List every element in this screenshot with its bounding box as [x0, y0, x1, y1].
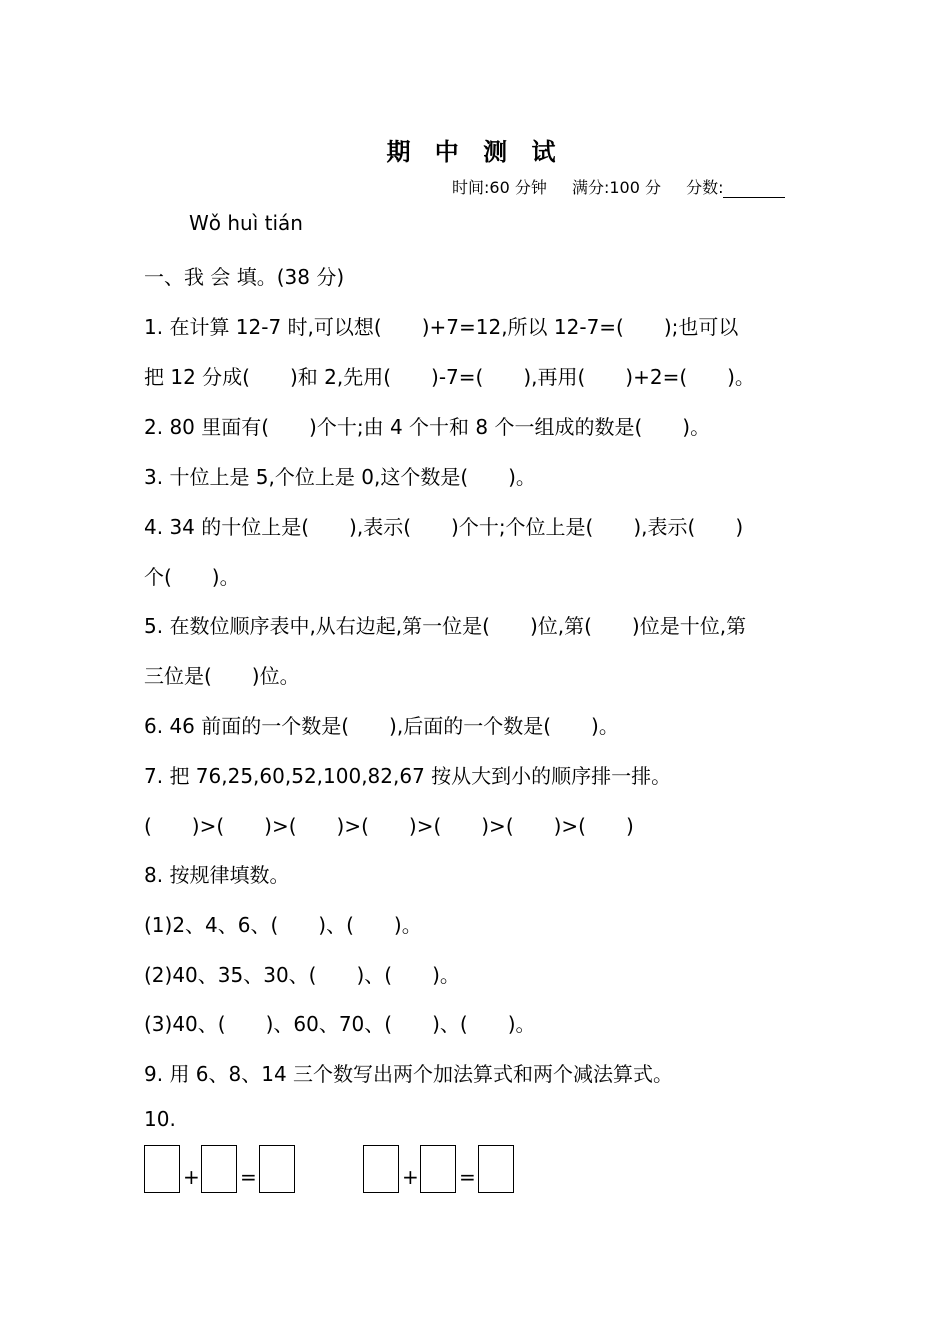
question-line: 个( )。	[144, 565, 240, 589]
section-heading: 一、我 会 填。(38 分)	[144, 265, 345, 289]
full-score: 满分:100 分	[571, 178, 661, 197]
plus-sign: +	[402, 1165, 419, 1189]
equals-sign: =	[459, 1165, 476, 1189]
time-limit: 时间:60 分钟	[452, 178, 547, 197]
question-line: (1)2、4、6、( )、( )。	[144, 913, 422, 937]
equation-row	[144, 1145, 524, 1193]
question-line: 2. 80 里面有( )个十;由 4 个十和 8 个一组成的数是( )。	[144, 415, 711, 439]
question-line: 9. 用 6、8、14 三个数写出两个加法算式和两个减法算式。	[144, 1062, 674, 1086]
answer-box[interactable]	[201, 1145, 237, 1193]
answer-box[interactable]	[478, 1145, 514, 1193]
question-line: 3. 十位上是 5,个位上是 0,这个数是( )。	[144, 465, 536, 489]
plus-sign: +	[183, 1165, 200, 1189]
page-title: 期 中 测 试	[386, 137, 564, 166]
answer-box[interactable]	[144, 1145, 180, 1193]
question-line: 把 12 分成( )和 2,先用( )-7=( ),再用( )+2=( )。	[144, 365, 755, 389]
score-blank[interactable]	[723, 183, 785, 198]
question-line: 6. 46 前面的一个数是( ),后面的一个数是( )。	[144, 714, 619, 738]
question-line: (2)40、35、30、( )、( )。	[144, 963, 460, 987]
question-line: 7. 把 76,25,60,52,100,82,67 按从大到小的顺序排一排。	[144, 764, 672, 788]
equals-sign: =	[240, 1165, 257, 1189]
question-line: 5. 在数位顺序表中,从右边起,第一位是( )位,第( )位是十位,第	[144, 614, 747, 638]
question-line: 10.	[144, 1107, 176, 1131]
answer-box[interactable]	[259, 1145, 295, 1193]
answer-box[interactable]	[420, 1145, 456, 1193]
exam-meta	[452, 175, 805, 198]
score-label: 分数:	[686, 178, 724, 197]
section-pinyin: Wǒ huì tián	[189, 211, 303, 235]
question-line: 4. 34 的十位上是( ),表示( )个十;个位上是( ),表示( )	[144, 515, 744, 539]
question-line: 1. 在计算 12-7 时,可以想( )+7=12,所以 12-7=( );也可以	[144, 315, 739, 339]
question-line: 三位是( )位。	[144, 664, 300, 688]
question-line: 8. 按规律填数。	[144, 863, 290, 887]
question-line: ( )>( )>( )>( )>( )>( )>( )	[144, 814, 634, 838]
question-line: (3)40、( )、60、70、( )、( )。	[144, 1012, 536, 1036]
answer-box[interactable]	[363, 1145, 399, 1193]
